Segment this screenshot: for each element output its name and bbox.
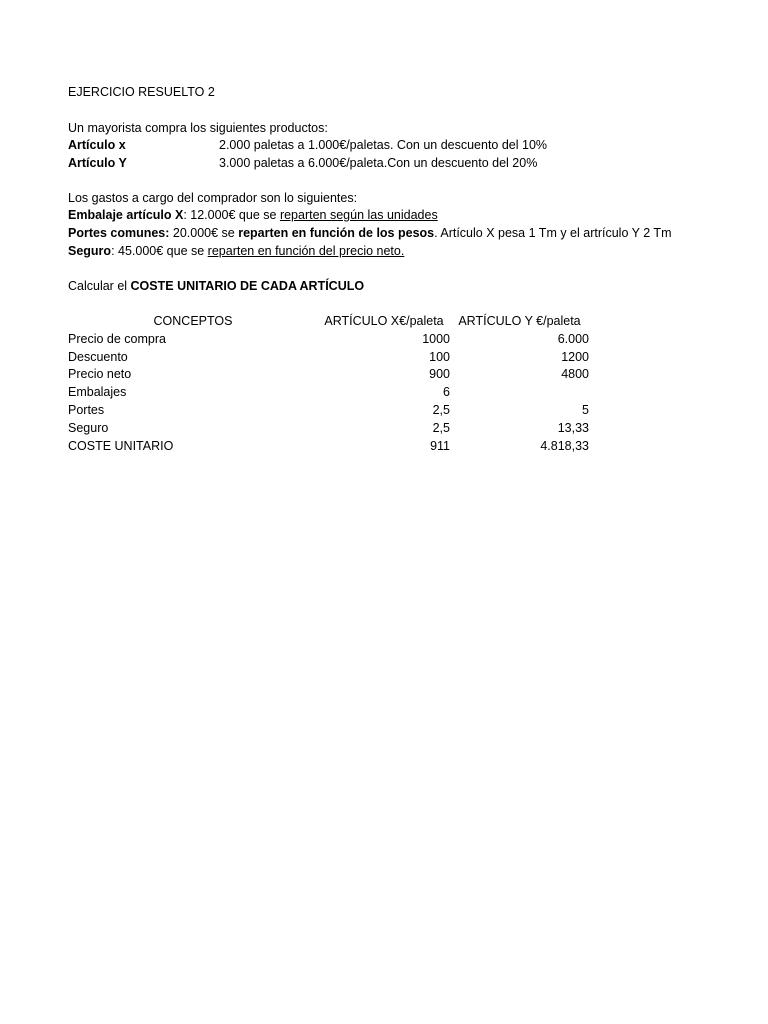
question-line: [68, 278, 364, 295]
row-concept: Precio neto: [68, 367, 132, 382]
row-value-x: 2,5: [432, 420, 450, 435]
cost-table: [68, 313, 589, 455]
header-articulo-x: ARTÍCULO X€/paleta: [324, 314, 444, 328]
embalaje-underlined: reparten según las unidades: [279, 208, 438, 222]
row-value-y: 6.000: [557, 331, 589, 346]
portes-line: [68, 225, 671, 242]
row-value-y: 5: [582, 402, 589, 417]
exercise-title: EJERCICIO RESUELTO 2: [68, 85, 215, 99]
seguro-underlined: reparten en función del precio neto.: [207, 244, 405, 258]
row-concept: Portes: [68, 402, 105, 417]
row-value-x: 911: [430, 438, 450, 453]
product-y-line: [68, 155, 538, 172]
table-row-total: [68, 438, 589, 456]
seguro-line: [68, 243, 404, 260]
row-value-y: [450, 384, 589, 402]
portes-bold: reparten en función de los pesos: [238, 226, 435, 240]
portes-label: Portes comunes:: [68, 226, 170, 240]
row-concept: Precio de compra: [68, 331, 166, 346]
product-y-text: 3.000 paletas a 6.000€/paleta.Con un descuento del 20%: [219, 156, 538, 170]
row-value-y: 1200: [561, 349, 589, 364]
row-value-x: 900: [429, 367, 450, 382]
row-value-y: 13,33: [557, 420, 589, 435]
intro-text: Un mayorista compra los siguientes productos:: [68, 121, 328, 135]
header-conceptos: CONCEPTOS: [153, 314, 233, 328]
table-row: [68, 349, 589, 367]
row-value-x: 6: [443, 385, 450, 400]
table-header-row: [68, 313, 589, 331]
header-articulo-y: ARTÍCULO Y €/paleta: [458, 314, 581, 328]
row-concept: Embalajes: [68, 385, 127, 400]
table-row: [68, 331, 589, 349]
table-row: [68, 420, 589, 438]
seguro-label: Seguro: [68, 244, 112, 258]
table-row: [68, 384, 589, 402]
row-concept: Descuento: [68, 349, 128, 364]
row-value-y: 4.818,33: [540, 438, 589, 453]
product-x-label: Artículo x: [68, 138, 126, 152]
table-row: [68, 402, 589, 420]
row-value-y: 4800: [561, 367, 589, 382]
portes-tail: . Artículo X pesa 1 Tm y el artrículo Y 2 Tm: [434, 226, 672, 240]
product-y-label: Artículo Y: [68, 156, 127, 170]
embalaje-line: [68, 207, 438, 224]
embalaje-label: Embalaje artículo X: [68, 208, 184, 222]
row-concept: COSTE UNITARIO: [68, 438, 174, 453]
table-row: [68, 366, 589, 384]
question-prefix: Calcular el: [68, 279, 131, 293]
product-x-text: 2.000 paletas a 1.000€/paletas. Con un descuento del 10%: [219, 138, 548, 152]
expenses-intro: Los gastos a cargo del comprador son lo siguientes:: [68, 191, 358, 205]
row-value-x: 1000: [422, 331, 450, 346]
portes-mid: 20.000€ se: [169, 226, 239, 240]
seguro-sep: : 45.000€ que se: [111, 244, 208, 258]
row-concept: Seguro: [68, 420, 109, 435]
question-bold: COSTE UNITARIO DE CADA ARTÍCULO: [130, 279, 365, 293]
row-value-x: 100: [429, 349, 450, 364]
product-x-line: [68, 137, 548, 154]
embalaje-sep: : 12.000€ que se: [183, 208, 280, 222]
row-value-x: 2,5: [432, 402, 450, 417]
